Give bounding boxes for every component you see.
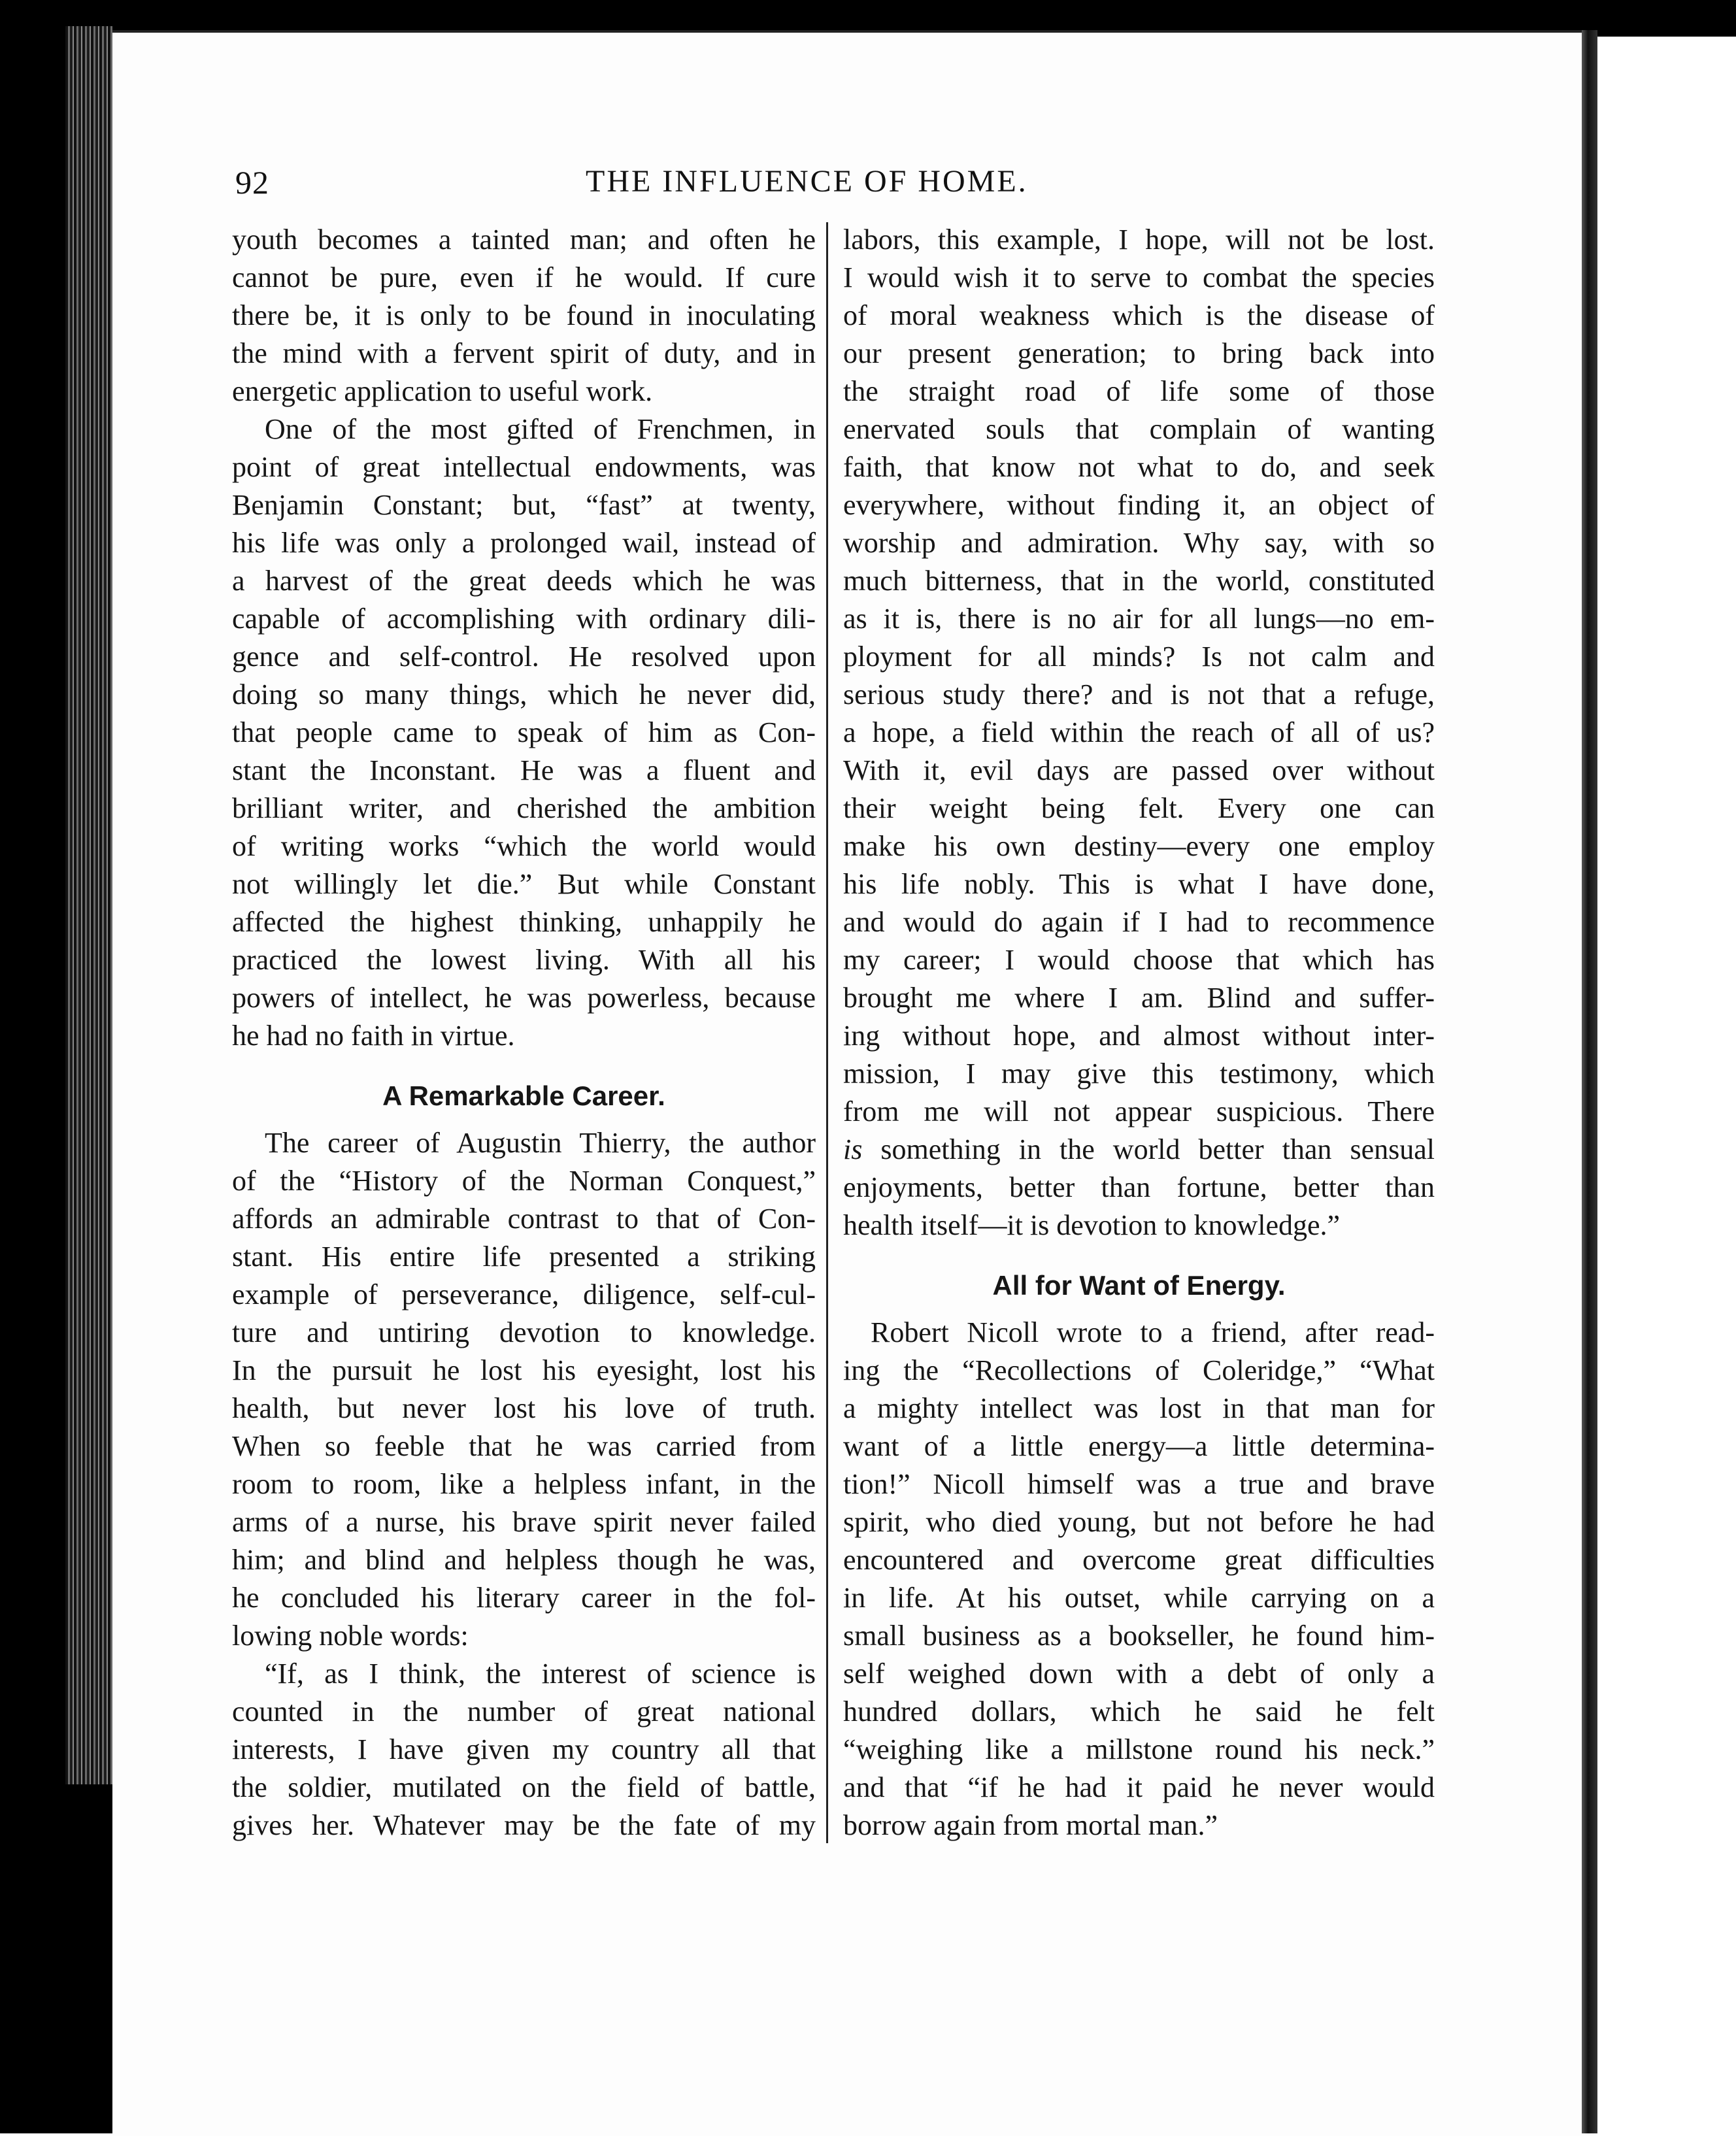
page-header bbox=[235, 163, 1085, 216]
paragraph-tainted-youth bbox=[232, 221, 816, 410]
paragraph-thierry-quote-continued bbox=[843, 221, 1435, 1244]
text-line: One of the most gifted of Frenchmen, in bbox=[265, 413, 816, 445]
text-line: the soldier, mutilated on the field of battle, bbox=[232, 1771, 816, 1803]
text-line: everywhere, without finding it, an object of bbox=[843, 489, 1435, 521]
text-line: ing without hope, and almost without inter- bbox=[843, 1020, 1435, 1052]
text-line: doing so many things, which he never did, bbox=[232, 678, 816, 710]
text-line: interests, I have given my country all that bbox=[232, 1733, 816, 1765]
text-line: When so feeble that he was carried from bbox=[232, 1430, 816, 1462]
text-line: faith, that know not what to do, and seek bbox=[843, 451, 1435, 483]
paragraph-robert-nicoll bbox=[843, 1314, 1435, 1844]
text-line: he had no faith in virtue. bbox=[232, 1020, 515, 1052]
text-line: a hope, a field within the reach of all of us? bbox=[843, 716, 1435, 748]
text-line: and would do again if I had to recommence bbox=[843, 906, 1435, 938]
text-line: Robert Nicoll wrote to a friend, after read- bbox=[871, 1316, 1435, 1348]
text-line: want of a little energy—a little determina- bbox=[843, 1430, 1435, 1462]
text-line: ture and untiring devotion to knowledge. bbox=[232, 1316, 816, 1348]
text-line: their weight being felt. Every one can bbox=[843, 792, 1435, 824]
paragraph-benjamin-constant bbox=[232, 410, 816, 1055]
text-line: counted in the number of great national bbox=[232, 1695, 816, 1727]
text-line: my career; I would choose that which has bbox=[843, 944, 1435, 976]
text-line: his life nobly. This is what I have done, bbox=[843, 868, 1435, 900]
text-line: In the pursuit he lost his eyesight, lost his bbox=[232, 1354, 816, 1386]
text-line: brought me where I am. Blind and suffer- bbox=[843, 982, 1435, 1014]
italic-word: is bbox=[843, 1133, 863, 1165]
text-line: example of perseverance, diligence, self-cul- bbox=[232, 1278, 816, 1310]
text-line: encountered and overcome great difficulties bbox=[843, 1544, 1435, 1576]
text-line: make his own destiny—every one employ bbox=[843, 830, 1435, 862]
text-line: With it, evil days are passed over without bbox=[843, 754, 1435, 786]
text-line: in life. At his outset, while carrying on a bbox=[843, 1582, 1435, 1614]
text-line: The career of Augustin Thierry, the author bbox=[265, 1127, 816, 1159]
text-line: worship and admiration. Why say, with so bbox=[843, 527, 1435, 559]
text-line-is bbox=[843, 1131, 1435, 1169]
text-line: enjoyments, better than fortune, better than bbox=[843, 1171, 1435, 1203]
text-line: the mind with a fervent spirit of duty, and in bbox=[232, 337, 816, 369]
text-line: “weighing like a millstone round his neck.” bbox=[843, 1733, 1435, 1765]
text-line: gence and self-control. He resolved upon bbox=[232, 641, 816, 673]
text-line: ployment for all minds? Is not calm and bbox=[843, 641, 1435, 673]
text-line: cannot be pure, even if he would. If cure bbox=[232, 261, 816, 293]
text-line: gives her. Whatever may be the fate of my bbox=[232, 1809, 816, 1841]
left-column bbox=[232, 221, 816, 1844]
text-line: self weighed down with a debt of only a bbox=[843, 1658, 1435, 1690]
facing-page-edge bbox=[1597, 37, 1736, 2133]
text-line: there be, it is only to be found in inoculating bbox=[232, 299, 816, 331]
text-line: arms of a nurse, his brave spirit never failed bbox=[232, 1506, 816, 1538]
text-line: of the “History of the Norman Conquest,” bbox=[232, 1165, 816, 1197]
text-line: Benjamin Constant; but, “fast” at twenty, bbox=[232, 489, 816, 521]
text-line: of writing works “which the world would bbox=[232, 830, 816, 862]
text-line: practiced the lowest living. With all his bbox=[232, 944, 816, 976]
paragraph-thierry-quote bbox=[232, 1655, 816, 1844]
subheading-remarkable-career: A Remarkable Career. bbox=[382, 1080, 665, 1111]
book-gutter bbox=[1582, 30, 1597, 2133]
text-line: mission, I may give this testimony, which bbox=[843, 1058, 1435, 1090]
paragraph-augustin-thierry bbox=[232, 1124, 816, 1655]
text-line: from me will not appear suspicious. There bbox=[843, 1095, 1435, 1127]
text-line: a mighty intellect was lost in that man for bbox=[843, 1392, 1435, 1424]
subheading-want-of-energy: All for Want of Energy. bbox=[992, 1270, 1286, 1301]
text-line: ing the “Recollections of Coleridge,” “What bbox=[843, 1354, 1435, 1386]
text-line: that people came to speak of him as Con- bbox=[232, 716, 816, 748]
text-line: enervated souls that complain of wanting bbox=[843, 413, 1435, 445]
text-line: youth becomes a tainted man; and often he bbox=[232, 224, 816, 256]
text-line: hundred dollars, which he said he felt bbox=[843, 1695, 1435, 1727]
running-title: THE INFLUENCE OF HOME. bbox=[586, 164, 1028, 199]
text-line: as it is, there is no air for all lungs—no em- bbox=[843, 603, 1435, 635]
text-line: he concluded his literary career in the fol- bbox=[232, 1582, 816, 1614]
text-line: our present generation; to bring back into bbox=[843, 337, 1435, 369]
text-line: affected the highest thinking, unhappily he bbox=[232, 906, 816, 938]
column-divider bbox=[826, 222, 828, 1843]
text-line: room to room, like a helpless infant, in the bbox=[232, 1468, 816, 1500]
text-line: the straight road of life some of those bbox=[843, 375, 1435, 407]
text-line: energetic application to useful work. bbox=[232, 375, 653, 407]
page-number: 92 bbox=[235, 164, 269, 201]
text-line: powers of intellect, he was powerless, because bbox=[232, 982, 816, 1014]
text-line: stant. His entire life presented a striking bbox=[232, 1241, 816, 1273]
text-line: health, but never lost his love of truth. bbox=[232, 1392, 816, 1424]
text-line: affords an admirable contrast to that of Con- bbox=[232, 1203, 816, 1235]
text-line: brilliant writer, and cherished the ambition bbox=[232, 792, 816, 824]
text-line: borrow again from mortal man.” bbox=[843, 1809, 1218, 1841]
text-line: “If, as I think, the interest of science is bbox=[265, 1658, 816, 1690]
text-line: health itself—it is devotion to knowledge.” bbox=[843, 1209, 1341, 1241]
text-line: much bitterness, that in the world, constituted bbox=[843, 565, 1435, 597]
text-line: point of great intellectual endowments, was bbox=[232, 451, 816, 483]
text-line: of moral weakness which is the disease of bbox=[843, 299, 1435, 331]
text-line: spirit, who died young, but not before he had bbox=[843, 1506, 1435, 1538]
text-line: tion!” Nicoll himself was a true and brave bbox=[843, 1468, 1435, 1500]
text-line: him; and blind and helpless though he was, bbox=[232, 1544, 816, 1576]
text-line: small business as a bookseller, he found him- bbox=[843, 1620, 1435, 1652]
text-line: not willingly let die.” But while Constant bbox=[232, 868, 816, 900]
text-line: his life was only a prolonged wail, instead of bbox=[232, 527, 816, 559]
text-line: lowing noble words: bbox=[232, 1620, 469, 1652]
text-line: stant the Inconstant. He was a fluent and bbox=[232, 754, 816, 786]
book-page-edges bbox=[65, 26, 112, 1784]
text-line: a harvest of the great deeds which he was bbox=[232, 565, 816, 597]
text-line: I would wish it to serve to combat the species bbox=[843, 261, 1435, 293]
text-line: and that “if he had it paid he never would bbox=[843, 1771, 1435, 1803]
text-line-rest: something in the world better than sensual bbox=[862, 1133, 1435, 1165]
text-line: capable of accomplishing with ordinary dili- bbox=[232, 603, 816, 635]
right-column bbox=[843, 221, 1435, 1844]
text-line: labors, this example, I hope, will not be lost. bbox=[843, 224, 1435, 256]
text-line: serious study there? and is not that a refuge, bbox=[843, 678, 1435, 710]
